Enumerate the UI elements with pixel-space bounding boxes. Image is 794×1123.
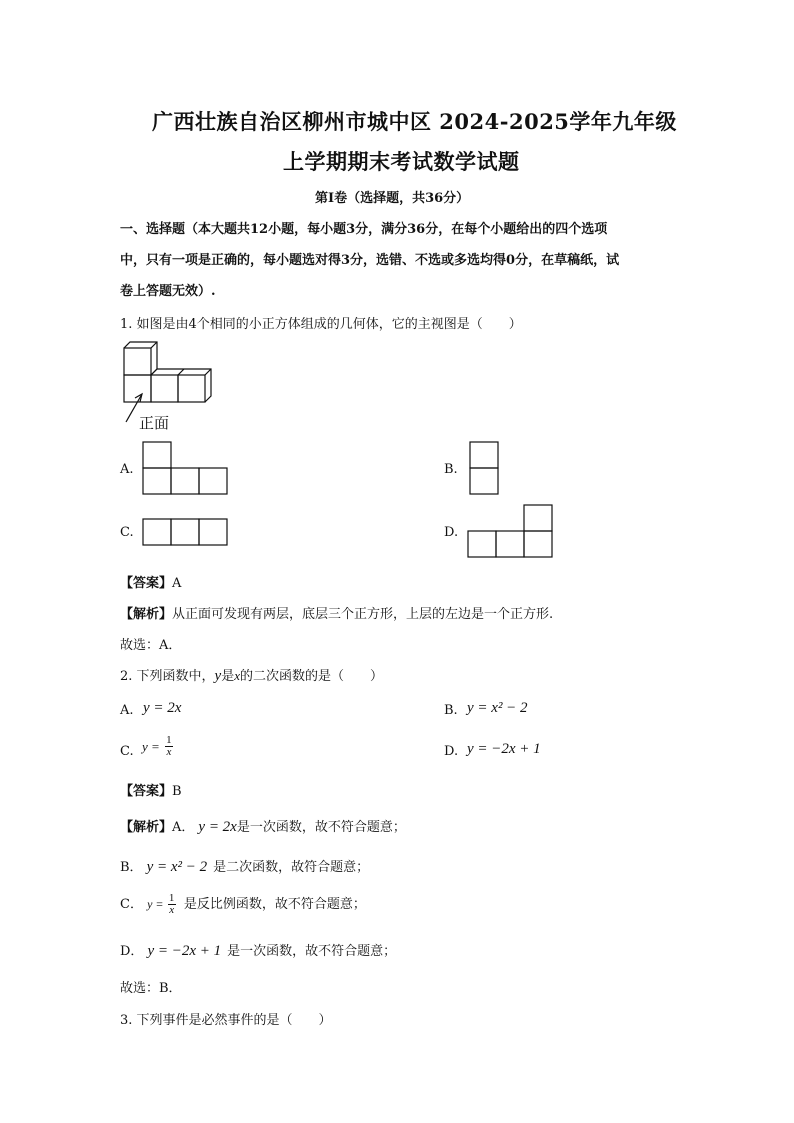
q2-answer — [120, 780, 182, 799]
q1-option-a-label: A. — [120, 462, 134, 477]
q2-analysis-a — [120, 816, 406, 836]
analysis-d-text: 是一次函数，故不符合题意； — [227, 944, 397, 959]
q1-option-c-label: C. — [120, 525, 134, 540]
q1-option-d-label: D. — [444, 525, 459, 540]
fraction-numerator: 1 — [166, 734, 172, 746]
answer-value: B — [172, 784, 182, 799]
q2-stem-y: y — [214, 668, 222, 684]
analysis-c-text: 是反比例函数，故不符合题意； — [183, 897, 366, 912]
volume-heading: 第Ⅰ卷（选择题，共36分） — [315, 191, 470, 206]
q2-option-c-label: C. — [120, 744, 134, 759]
fraction-numerator: 1 — [168, 892, 175, 904]
q1-option-d-figure — [467, 504, 555, 560]
q2-analysis-c — [120, 893, 366, 916]
q1-conclusion: 故选：A． — [120, 638, 182, 653]
q1-analysis — [120, 603, 553, 622]
analysis-b-label: B． — [120, 860, 143, 875]
section-instruction-line-3: 卷上答题无效）. — [120, 284, 216, 299]
q2-analysis-b — [120, 856, 369, 876]
analysis-a-expr: y = 2x — [198, 819, 237, 835]
analysis-c-lhs: y = — [147, 897, 164, 911]
q2-option-a-expr: y = 2x — [143, 700, 182, 716]
q2-analysis-d — [120, 940, 396, 960]
analysis-d-expr: y = −2x + 1 — [147, 943, 222, 959]
analysis-c-fraction — [168, 893, 176, 916]
q2-stem-x: x — [234, 668, 241, 683]
analysis-c-label: C． — [120, 897, 143, 912]
q2-option-a-label: A. — [120, 703, 134, 718]
q1-option-c-figure — [142, 518, 230, 548]
analysis-b-expr: y = x² − 2 — [146, 859, 208, 875]
q2-stem — [120, 665, 383, 685]
q2-option-b-expr: y = x² − 2 — [467, 700, 528, 716]
section-instruction-line-2: 中，只有一项是正确的，每小题选对得3分，选错、不选或多选均得0分，在草稿纸，试 — [120, 253, 620, 268]
q1-answer — [120, 572, 181, 591]
q2-conclusion: 故选：B． — [120, 981, 182, 996]
q2-option-d-label: D. — [444, 744, 459, 759]
analysis-a-text: 是一次函数，故不符合题意； — [236, 820, 406, 835]
fraction-denominator: x — [169, 904, 175, 916]
q1-stem: 1. 如图是由4个相同的小正方体组成的几何体，它的主视图是（ ） — [120, 317, 522, 332]
answer-tag: 【答案】 — [120, 576, 173, 591]
q2-option-b-label: B. — [444, 703, 458, 718]
q2-stem-post: 的二次函数的是（ ） — [240, 669, 384, 684]
analysis-text: 从正面可发现有两层，底层三个正方形，上层的左边是一个正方形. — [172, 607, 554, 622]
q1-option-b-label: B. — [444, 462, 458, 477]
analysis-b-text: 是二次函数，故符合题意； — [213, 860, 370, 875]
answer-value: A — [172, 576, 182, 591]
section-instruction-line-1: 一、选择题（本大题共12小题，每小题3分，满分36分，在每个小题给出的四个选项 — [120, 222, 608, 237]
q2-option-c-lhs: y = — [142, 739, 160, 754]
q2-option-d-expr: y = −2x + 1 — [467, 741, 541, 757]
q2-stem-pre: 2. 下列函数中， — [120, 669, 215, 684]
front-label: 正面 — [139, 414, 170, 432]
q1-option-a-figure — [142, 441, 230, 497]
q2-stem-mid: 是 — [221, 669, 235, 684]
q3-stem: 3. 下列事件是必然事件的是（ ） — [120, 1013, 332, 1028]
q1-option-b-figure — [469, 441, 501, 497]
analysis-tag: 【解析】 — [120, 607, 173, 622]
fraction-denominator: x — [166, 746, 172, 758]
answer-tag: 【答案】 — [120, 784, 173, 799]
q2-option-c-expr — [142, 735, 173, 758]
analysis-tag: 【解析】 — [120, 820, 173, 835]
title-line-2: 上学期期末考试数学试题 — [283, 149, 520, 174]
analysis-a-label: A． — [172, 820, 195, 835]
analysis-d-label: D． — [120, 944, 144, 959]
title-line-1: 广西壮族自治区柳州市城中区 2024-2025学年九年级 — [152, 109, 677, 134]
q2-option-c-fraction — [165, 735, 173, 758]
